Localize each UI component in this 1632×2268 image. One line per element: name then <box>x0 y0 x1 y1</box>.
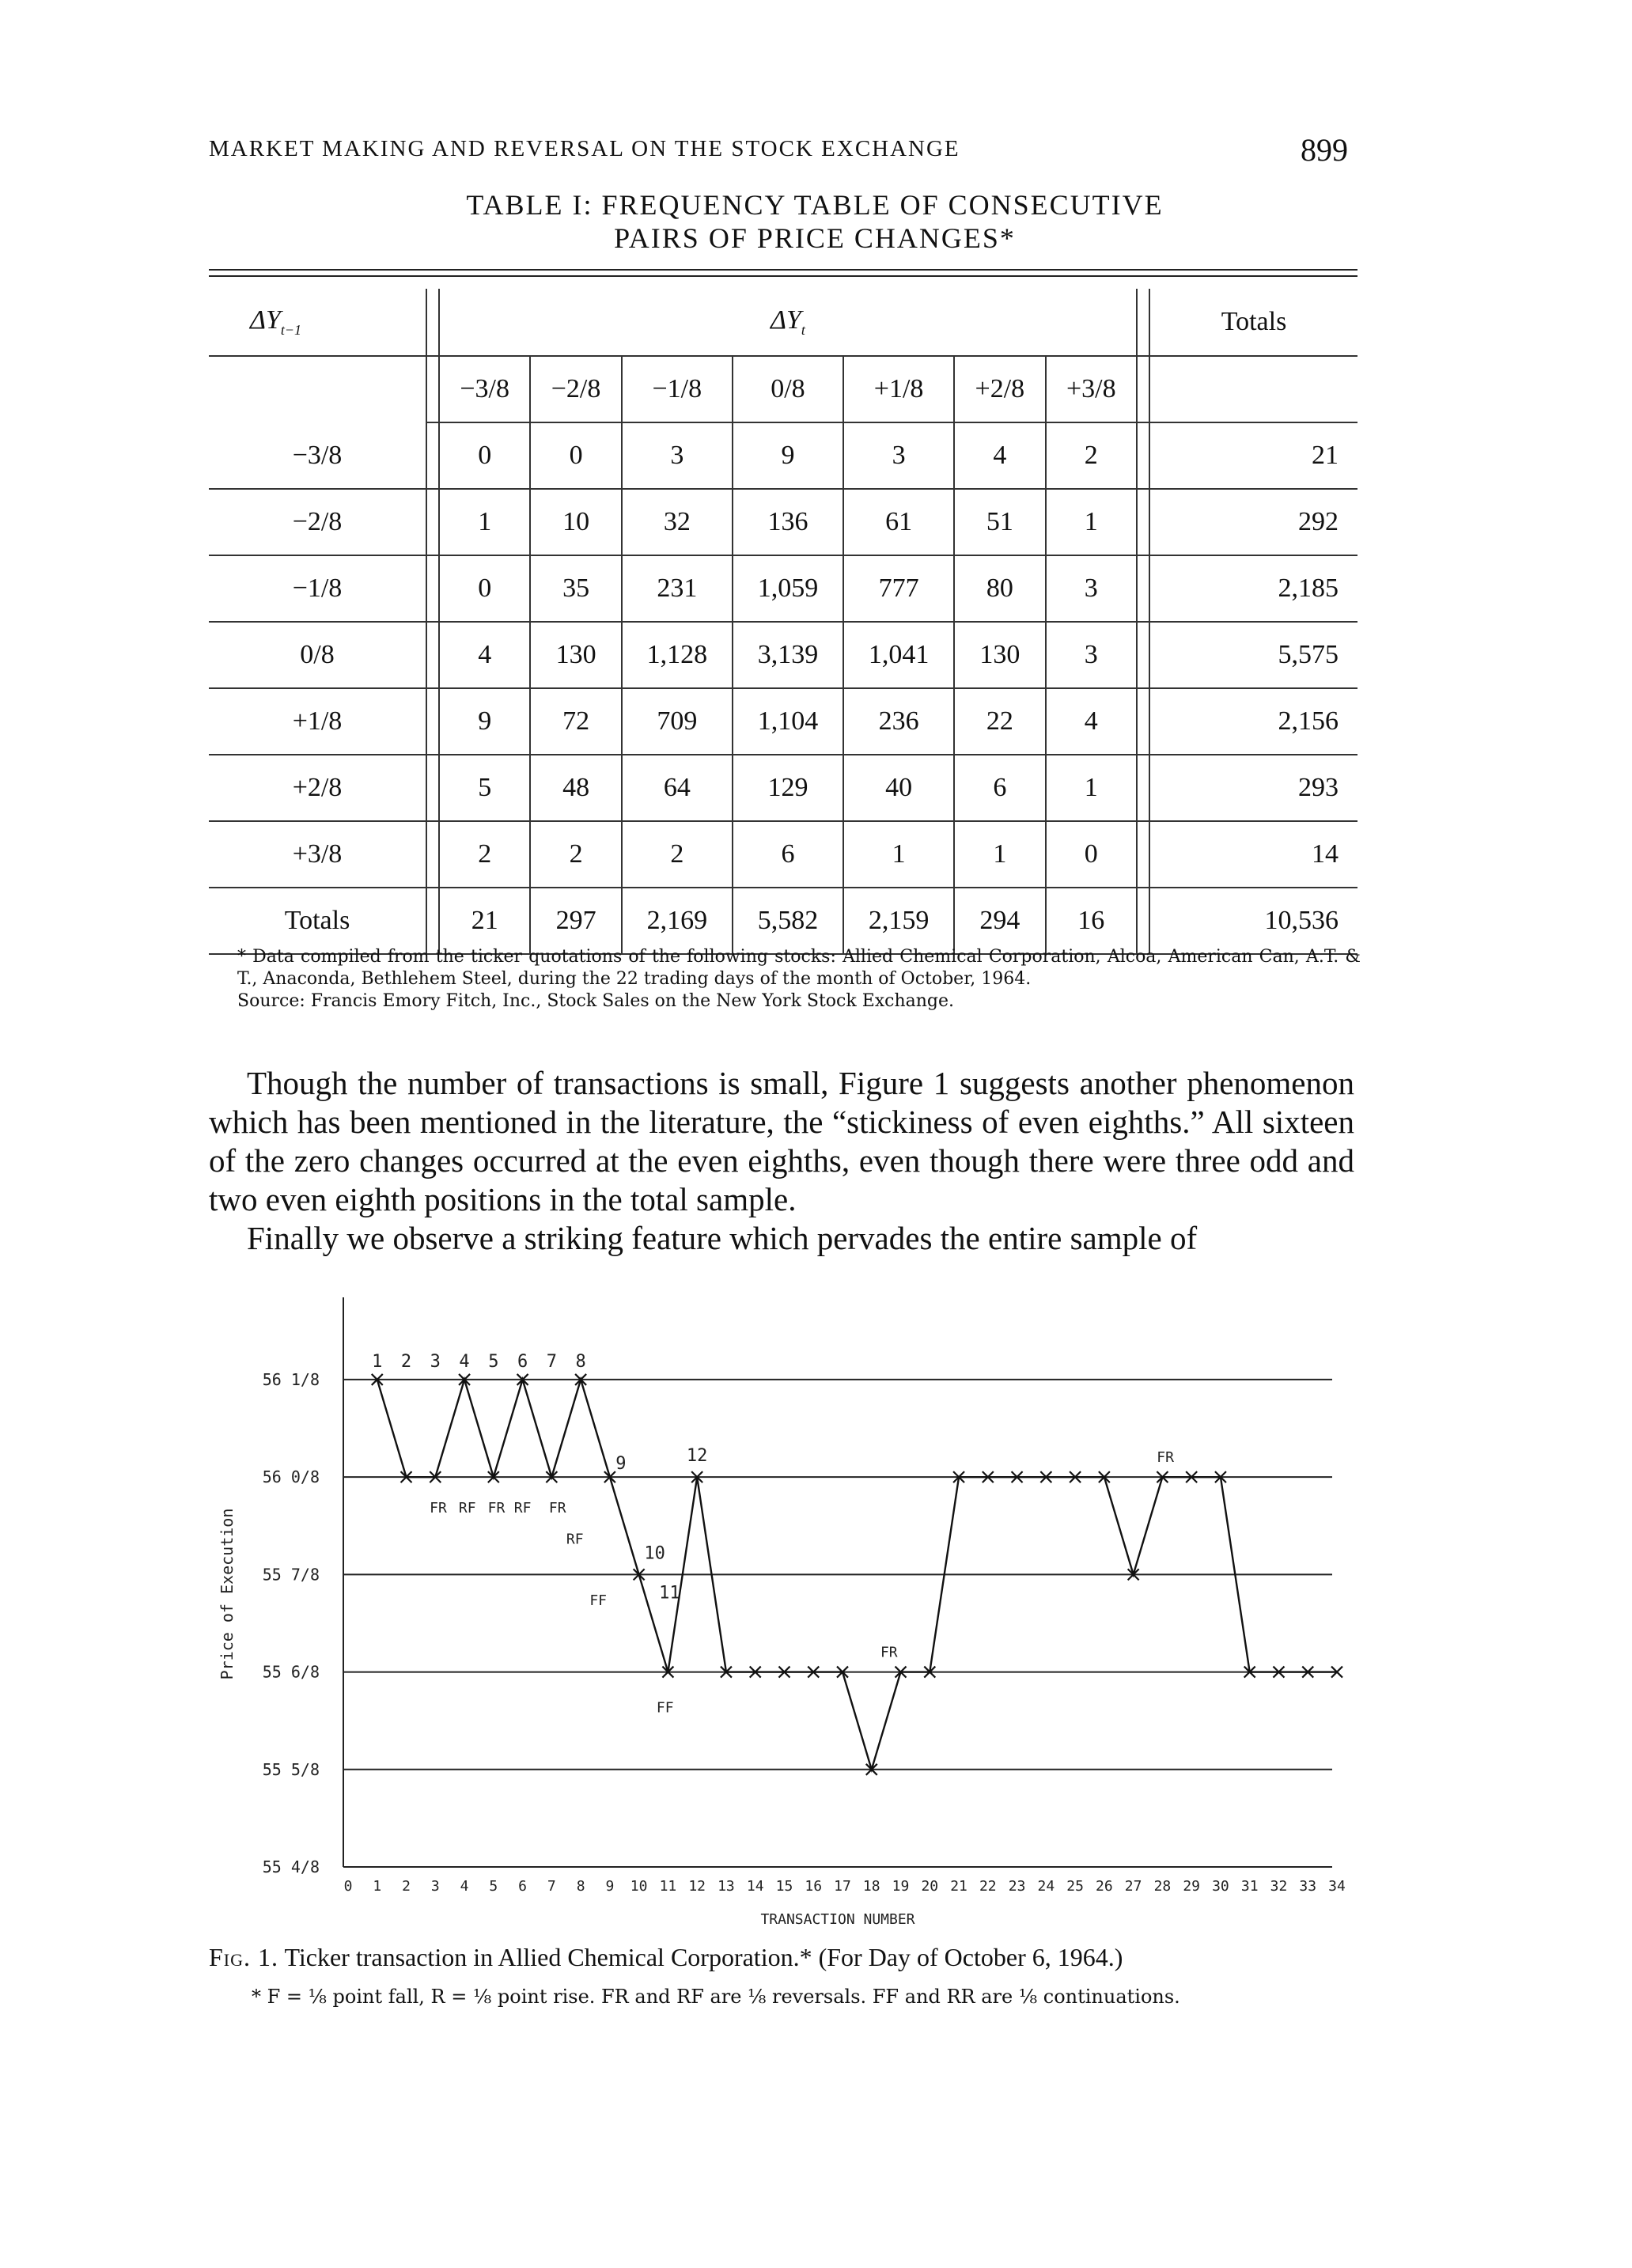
table-cell: 40 <box>843 755 954 821</box>
table-cell: 1,041 <box>843 622 954 688</box>
table-body <box>209 422 1357 954</box>
y-tick-label: 55 6/8 <box>262 1662 320 1682</box>
point-number-label: 9 <box>615 1454 627 1475</box>
x-tick-label: 14 <box>746 1878 764 1895</box>
reversal-annotation: FR <box>880 1644 898 1661</box>
x-tick-label: 31 <box>1240 1878 1259 1895</box>
table-cell: 777 <box>843 555 954 622</box>
point-number-label: 4 <box>459 1351 470 1372</box>
x-tick-label: 13 <box>718 1878 735 1895</box>
table-footnote-source: Source: Francis Emory Fitch, Inc., Stock Sales on the New York Stock Exchange. <box>237 991 955 1011</box>
table-row <box>209 622 1357 688</box>
row-axis-label: $\Delta Y_{t-1}$ <box>209 289 426 356</box>
table-cell: 22 <box>954 688 1045 755</box>
figure-1-chart <box>209 1297 1364 1930</box>
y-tick-label: 55 7/8 <box>262 1565 320 1585</box>
table-cell: 2 <box>530 821 621 888</box>
point-number-label: 6 <box>517 1351 528 1372</box>
table-cell: 3 <box>1046 622 1137 688</box>
table-cell: 5 <box>439 755 530 821</box>
table-row <box>209 755 1357 821</box>
point-number-label: 5 <box>488 1351 499 1372</box>
x-tick-label: 26 <box>1096 1878 1113 1895</box>
table-row <box>209 555 1357 622</box>
x-tick-label: 28 <box>1153 1878 1172 1895</box>
table-cell: 4 <box>954 422 1045 489</box>
point-number-label: 12 <box>686 1446 708 1467</box>
table-footnote-data: * Data compiled from the ticker quotations of the following stocks: Allied Chemical Corporation, Alcoa, American Can, A.T. & T., Anaconda, Bethlehem Steel, during the 22 trading days of the month of October, 1964. <box>237 947 1361 989</box>
row-label: Totals <box>209 888 426 954</box>
table-cell: 61 <box>843 489 954 555</box>
y-tick-label: 55 5/8 <box>262 1759 320 1779</box>
table-cell: 2 <box>439 821 530 888</box>
x-tick-label: 6 <box>518 1878 528 1895</box>
table-cell: 1 <box>1046 489 1137 555</box>
table-cell: 2,159 <box>843 888 954 954</box>
x-tick-label: 4 <box>460 1878 469 1895</box>
table-cell: 4 <box>439 622 530 688</box>
x-tick-label: 27 <box>1124 1878 1142 1895</box>
x-tick-label: 9 <box>605 1878 615 1895</box>
x-tick-label: 24 <box>1037 1878 1055 1895</box>
table-cell: 709 <box>622 688 733 755</box>
table-cell: 32 <box>622 489 733 555</box>
table-cell: 6 <box>954 755 1045 821</box>
row-total: 14 <box>1149 821 1357 888</box>
table-cell: 64 <box>622 755 733 821</box>
y-tick-label: 56 0/8 <box>262 1467 320 1487</box>
table-cell: 0 <box>530 422 621 489</box>
body-text <box>209 1064 1354 1258</box>
table-caption-line1: TABLE I: FREQUENCY TABLE OF CONSECUTIVE <box>466 189 1164 221</box>
x-tick-label: 21 <box>950 1878 967 1895</box>
table-cell: 0 <box>1046 821 1137 888</box>
table-cell: 231 <box>622 555 733 622</box>
table-cell: 3 <box>1046 555 1137 622</box>
y-axis-title: Price of Execution <box>218 1508 237 1680</box>
x-tick-label: 30 <box>1212 1878 1229 1895</box>
table-cell: 21 <box>439 888 530 954</box>
x-tick-label: 2 <box>402 1878 411 1895</box>
row-label: −3/8 <box>209 422 426 489</box>
figure-caption-label: Fig. 1. <box>209 1943 279 1971</box>
table-cell: 3 <box>843 422 954 489</box>
frequency-table <box>209 289 1357 955</box>
table-cell: 3 <box>622 422 733 489</box>
x-tick-label: 12 <box>688 1878 706 1895</box>
column-header: +2/8 <box>954 356 1045 422</box>
x-tick-label: 32 <box>1270 1878 1288 1895</box>
row-label: +1/8 <box>209 688 426 755</box>
x-tick-label: 8 <box>576 1878 585 1895</box>
x-tick-label: 23 <box>1008 1878 1026 1895</box>
table-row <box>209 821 1357 888</box>
point-number-label: 11 <box>659 1583 680 1604</box>
table-cell: 5,582 <box>733 888 843 954</box>
row-total: 10,536 <box>1149 888 1357 954</box>
y-tick-label: 55 4/8 <box>262 1857 320 1876</box>
reversal-annotation: RF <box>566 1531 584 1548</box>
point-number-label: 2 <box>400 1351 412 1372</box>
x-tick-label: 16 <box>805 1878 823 1895</box>
reversal-annotation: RF <box>513 1500 532 1517</box>
table-cell: 2 <box>622 821 733 888</box>
table-column-header-row <box>209 356 1357 422</box>
table-cell: 9 <box>439 688 530 755</box>
table-cell: 1,128 <box>622 622 733 688</box>
row-total: 21 <box>1149 422 1357 489</box>
table-cell: 1 <box>843 821 954 888</box>
chart-gridlines <box>343 1380 1332 1770</box>
figure-caption <box>209 1943 1395 1972</box>
row-label: −1/8 <box>209 555 426 622</box>
figure-caption-text: Ticker transaction in Allied Chemical Corporation.* (For Day of October 6, 1964.) <box>284 1943 1123 1971</box>
point-number-label: 8 <box>575 1351 586 1372</box>
table-cell: 297 <box>530 888 621 954</box>
x-axis-title: TRANSACTION NUMBER <box>760 1911 915 1928</box>
table-row <box>209 489 1357 555</box>
column-header: +3/8 <box>1046 356 1137 422</box>
table-row <box>209 688 1357 755</box>
table-cell: 1 <box>439 489 530 555</box>
row-label: +2/8 <box>209 755 426 821</box>
table-cell: 72 <box>530 688 621 755</box>
table-cell: 9 <box>733 422 843 489</box>
column-header: −1/8 <box>622 356 733 422</box>
table-cell: 294 <box>954 888 1045 954</box>
x-tick-label: 15 <box>775 1878 793 1895</box>
table-top-rule-1 <box>209 269 1357 271</box>
x-tick-label: 29 <box>1183 1878 1201 1895</box>
column-header: −3/8 <box>439 356 530 422</box>
chart-axes <box>343 1297 1332 1867</box>
x-tick-label: 25 <box>1066 1878 1084 1895</box>
table-cell: 130 <box>954 622 1045 688</box>
x-tick-label: 3 <box>430 1878 440 1895</box>
x-tick-label: 7 <box>547 1878 556 1895</box>
x-tick-label: 22 <box>979 1878 997 1895</box>
reversal-annotation: FR <box>1157 1449 1174 1467</box>
row-label: 0/8 <box>209 622 426 688</box>
table-row <box>209 888 1357 954</box>
x-tick-label: 20 <box>921 1878 939 1895</box>
column-header: −2/8 <box>530 356 621 422</box>
table-cell: 129 <box>733 755 843 821</box>
reversal-annotation: FR <box>548 1500 566 1517</box>
column-header: 0/8 <box>733 356 843 422</box>
row-total: 2,185 <box>1149 555 1357 622</box>
point-number-label: 3 <box>430 1351 441 1372</box>
figure-note: * F = ⅛ point fall, R = ⅛ point rise. FR and RF are ⅛ reversals. FF and RR are ⅛ continuations. <box>252 1986 1180 2008</box>
table-cell: 136 <box>733 489 843 555</box>
table-cell: 0 <box>439 555 530 622</box>
table-cell: 1 <box>1046 755 1137 821</box>
table-cell: 16 <box>1046 888 1137 954</box>
point-number-label: 10 <box>644 1543 665 1564</box>
reversal-annotation: FF <box>656 1699 674 1717</box>
table-cell: 48 <box>530 755 621 821</box>
x-tick-label: 1 <box>373 1878 382 1895</box>
point-number-label: 1 <box>372 1351 383 1372</box>
x-tick-label: 18 <box>862 1878 880 1895</box>
row-total: 5,575 <box>1149 622 1357 688</box>
column-header: +1/8 <box>843 356 954 422</box>
x-tick-label: 19 <box>892 1878 910 1895</box>
table-cell: 4 <box>1046 688 1137 755</box>
table-cell: 0 <box>439 422 530 489</box>
row-label: +3/8 <box>209 821 426 888</box>
table-cell: 1 <box>954 821 1045 888</box>
table-top-rule-2 <box>209 275 1357 277</box>
table-footnote <box>237 946 1361 1013</box>
reversal-annotation: FF <box>589 1592 608 1610</box>
table-cell: 2,169 <box>622 888 733 954</box>
y-tick-label: 56 1/8 <box>262 1369 320 1389</box>
table-cell: 35 <box>530 555 621 622</box>
totals-header: Totals <box>1149 289 1357 356</box>
x-tick-label: 0 <box>343 1878 353 1895</box>
table-row <box>209 422 1357 489</box>
running-header: MARKET MAKING AND REVERSAL ON THE STOCK EXCHANGE <box>209 136 960 161</box>
table-cell: 3,139 <box>733 622 843 688</box>
x-tick-label: 33 <box>1299 1878 1317 1895</box>
body-paragraph: Finally we observe a striking feature which pervades the entire sample of <box>247 1220 1198 1256</box>
reversal-annotation: FR <box>430 1500 447 1517</box>
table-cell: 1,059 <box>733 555 843 622</box>
row-total: 292 <box>1149 489 1357 555</box>
row-total: 293 <box>1149 755 1357 821</box>
chart-labels <box>218 1352 1346 1928</box>
table-cell: 6 <box>733 821 843 888</box>
x-tick-label: 10 <box>630 1878 648 1895</box>
table-caption-line2: PAIRS OF PRICE CHANGES* <box>614 222 1016 254</box>
table-cell: 80 <box>954 555 1045 622</box>
table-cell: 51 <box>954 489 1045 555</box>
table-axis-row <box>209 289 1357 356</box>
table-cell: 2 <box>1046 422 1137 489</box>
page-number: 899 <box>1301 132 1348 168</box>
body-paragraph: Though the number of transactions is small, Figure 1 suggests another phenomenon which has been mentioned in the literature, the “stickiness of even eighths.” All sixteen of the zero changes occurred at the even eighths, even though there were three odd and two even eighth positions in the total sample. <box>209 1065 1354 1217</box>
col-axis-label: $\Delta Y_t$ <box>439 289 1137 356</box>
x-tick-label: 5 <box>489 1878 498 1895</box>
table-cell: 130 <box>530 622 621 688</box>
point-number-label: 7 <box>546 1351 557 1372</box>
reversal-annotation: RF <box>458 1500 476 1517</box>
x-tick-label: 11 <box>659 1878 677 1895</box>
x-tick-label: 34 <box>1328 1878 1346 1895</box>
table-cell: 1,104 <box>733 688 843 755</box>
row-total: 2,156 <box>1149 688 1357 755</box>
x-tick-label: 17 <box>834 1878 851 1895</box>
row-label: −2/8 <box>209 489 426 555</box>
table-cell: 10 <box>530 489 621 555</box>
table-cell: 236 <box>843 688 954 755</box>
reversal-annotation: FR <box>487 1500 506 1517</box>
table-caption <box>332 188 1297 255</box>
